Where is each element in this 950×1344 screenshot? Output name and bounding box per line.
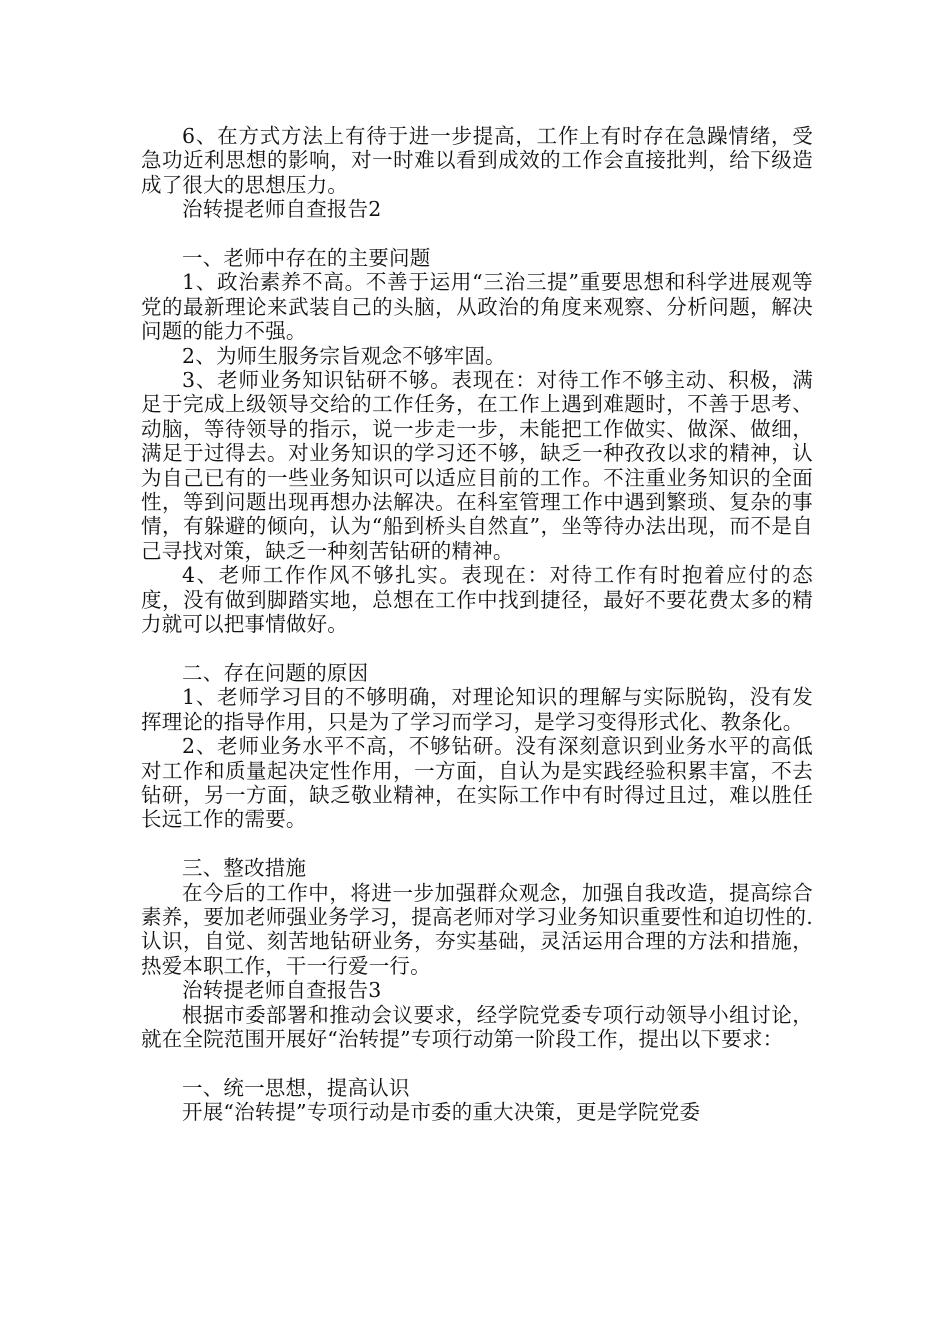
paragraph-problem-1: 1、政治素养不高。不善于运用“三治三提”重要思想和科学进展观等党的最新理论来武装自己的头脑，从政治的角度来观察、分析问题，解决问题的能力不强。 xyxy=(141,270,813,344)
blank-line xyxy=(141,222,813,246)
report-2-title: 治转提老师自查报告2 xyxy=(182,197,382,222)
paragraph-cause-1: 1、老师学习目的不够明确，对理论知识的理解与实际脱钩，没有发挥理论的指导作用，只是为了学习而学习，是学习变得形式化、教条化。 xyxy=(141,685,813,734)
document-body xyxy=(141,124,813,1125)
paragraph-problem-2: 2、为师生服务宗旨观念不够牢固。 xyxy=(182,343,506,368)
section-heading-unify-thinking: 一、统一思想，提高认识 xyxy=(182,1075,410,1100)
paragraph-problem-4: 4、老师工作作风不够扎实。表现在：对待工作有时抱着应付的态度，没有做到脚踏实地，总想在工作中找到捷径，最好不要花费太多的精力就可以把事情做好。 xyxy=(141,563,813,637)
paragraph-measures: 在今后的工作中，将进一步加强群众观念，加强自我改造，提高综合素养，要加老师强业务学习，提高老师对学习业务知识重要性和迫切性的.认识，自觉、刻苦地钻研业务，夯实基础，灵活运用合理的方法和措施，热爱本职工作，干一行爱一行。 xyxy=(141,880,813,978)
blank-line xyxy=(141,637,813,661)
section-heading-main-problems: 一、老师中存在的主要问题 xyxy=(182,246,431,271)
paragraph-problem-3: 3、老师业务知识钻研不够。表现在：对待工作不够主动、积极，满足于完成上级领导交给的工作任务，在工作上遇到难题时，不善于思考、动脑，等待领导的指示，说一步走一步，未能把工作做实、做深、做细，满足于过得去。对业务知识的学习还不够，缺乏一种孜孜以求的精神，认为自己已有的一些业务知识可以适应目前的工作。不注重业务知识的全面性，等到问题出现再想办法解决。在科室管理工作中遇到繁琐、复杂的事情，有躲避的倾向，认为“船到桥头自然直”，坐等待办法出现，而不是自己寻找对策，缺乏一种刻苦钻研的精神。 xyxy=(141,368,813,563)
paragraph-item-6: 6、在方式方法上有待于进一步提高，工作上有时存在急躁情绪，受急功近利思想的影响，对一时难以看到成效的工作会直接批判，给下级造成了很大的思想压力。 xyxy=(141,124,813,197)
section-heading-causes: 二、存在问题的原因 xyxy=(182,660,369,685)
blank-line xyxy=(141,832,813,856)
section-heading-measures: 三、整改措施 xyxy=(182,856,307,881)
blank-line xyxy=(141,1051,813,1075)
report-3-title: 治转提老师自查报告3 xyxy=(182,978,382,1003)
paragraph-cause-2: 2、老师业务水平不高，不够钻研。没有深刻意识到业务水平的高低对工作和质量起决定性作用，一方面，自认为是实践经验积累丰富，不去钻研，另一方面，缺乏敬业精神，在实际工作中有时得过且过，难以胜任长远工作的需要。 xyxy=(141,734,813,832)
paragraph-report-3-intro: 根据市委部署和推动会议要求，经学院党委专项行动领导小组讨论，就在全院范围开展好“治转提”专项行动第一阶段工作，提出以下要求： xyxy=(141,1002,813,1051)
paragraph-unify-thinking: 开展“治转提”专项行动是市委的重大决策，更是学院党委 xyxy=(182,1100,701,1125)
